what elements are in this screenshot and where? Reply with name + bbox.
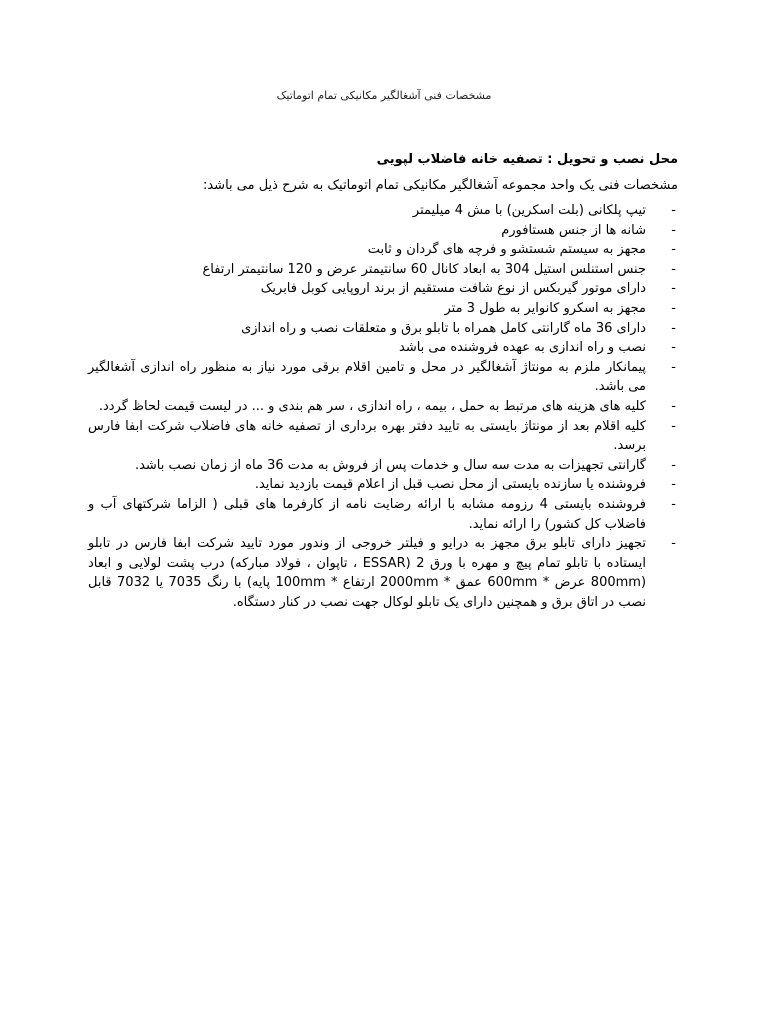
spec-intro: مشخصات فنی یک واحد مجموعه آشغالگیر مکانیکی تمام اتوماتیک به شرح ذیل می باشد:	[202, 178, 678, 193]
list-item	[88, 201, 678, 221]
bullet-dash: -	[671, 300, 676, 316]
list-item-text: نصب و راه اندازی به عهده فروشنده می باشد	[399, 340, 646, 356]
bullet-dash: -	[671, 242, 676, 258]
bullet-dash: -	[671, 320, 676, 336]
spec-list	[88, 201, 678, 612]
list-item	[88, 456, 678, 476]
list-item-text: پیمانکار ملزم به مونتاژ آشغالگیر در محل و تامین اقلام برقی مورد نیاز به منظور راه اندازی آشغالگیر می باشد.	[88, 359, 646, 395]
installation-location: محل نصب و تحویل : تصفیه خانه فاضلاب لپویی	[376, 152, 678, 167]
list-item	[88, 534, 678, 612]
list-item	[88, 338, 678, 358]
document-title: مشخصات فنی آشغالگیر مکانیکی تمام اتوماتیک	[276, 89, 492, 102]
list-item	[88, 417, 678, 456]
list-item-text: گارانتی تجهیزات به مدت سه سال و خدمات پس از فروش به مدت 36 ماه از زمان نصب باشد.	[134, 457, 646, 473]
list-item-text: شانه ها از جنس هستافورم	[501, 222, 646, 238]
list-item-text: فروشنده بایستی 4 رزومه مشابه با ارائه رضایت نامه از کارفرما های قبلی ( الزاما شرکتهای آب و فاضلاب کل کشور) را ارائه نماید.	[88, 496, 647, 532]
list-item-text: فروشنده یا سازنده بایستی از محل نصب قبل از اعلام قیمت بازدید نماید.	[254, 477, 646, 493]
list-item	[88, 475, 678, 495]
spec-section	[88, 150, 678, 612]
list-item	[88, 279, 678, 299]
bullet-dash: -	[671, 281, 676, 297]
bullet-dash: -	[671, 477, 676, 493]
list-item-text: تیپ پلکانی (بلت اسکرین) با مش 4 میلیمتر	[412, 203, 646, 218]
bullet-dash: -	[671, 222, 676, 238]
list-item	[88, 260, 678, 280]
bullet-dash: -	[671, 398, 676, 414]
bullet-dash: -	[671, 457, 676, 473]
list-item	[88, 240, 678, 260]
list-item	[88, 221, 678, 241]
list-item-text: کلیه اقلام بعد از مونتاژ بایستی به تایید دفتر بهره برداری از تصفیه خانه های فاضلاب شرکت ابفا فارس برسد.	[88, 418, 646, 454]
list-item	[88, 495, 678, 534]
list-item	[88, 397, 678, 417]
list-item-text: تجهیز دارای تابلو برق مجهز به درایو و فیلتر خروجی از وندور مورد تایید شرکت ابفا فارس در تابلو ایستاده با تابلو تمام پیچ و مهره با ورق 2 (ESSAR ، تاپوان ، فولاد مبارکه) درب پشت لولایی و ابعاد (800mm عرض * 600mm عمق * 2000mm ارتفاع * 100mm پایه) با رنگ 7035 یا 7032 قابل نصب در اتاق برق و همچنین دارای یک تابلو لوکال جهت نصب در کنار دستگاه.	[88, 536, 647, 610]
list-item-text: دارای 36 ماه گارانتی کامل همراه با تابلو برق و متعلقات نصب و راه اندازی	[241, 320, 646, 336]
list-item-text: کلیه های هزینه های مرتبط به حمل ، بیمه ، راه اندازی ، سر هم بندی و ... در لیست قیمت لحاظ گردد.	[98, 398, 646, 414]
bullet-dash: -	[671, 536, 676, 552]
bullet-dash: -	[671, 418, 676, 434]
list-item	[88, 358, 678, 397]
list-item-text: جنس استنلس استیل 304 به ابعاد کانال 60 سانتیمتر عرض و 120 سانتیمتر ارتفاع	[202, 261, 646, 277]
bullet-dash: -	[671, 359, 676, 375]
list-item-text: مجهز به سیستم شستشو و فرچه های گردان و ثابت	[367, 242, 646, 258]
bullet-dash: -	[671, 203, 676, 218]
list-item	[88, 299, 678, 319]
bullet-dash: -	[671, 261, 676, 277]
bullet-dash: -	[671, 496, 676, 512]
bullet-dash: -	[671, 340, 676, 356]
list-item-text: مجهز به اسکرو کانوایر به طول 3 متر	[444, 300, 646, 316]
list-item	[88, 319, 678, 339]
list-item-text: دارای موتور گیربکس از نوع شافت مستقیم از برند اروپایی کوبل فابریک	[260, 281, 646, 297]
